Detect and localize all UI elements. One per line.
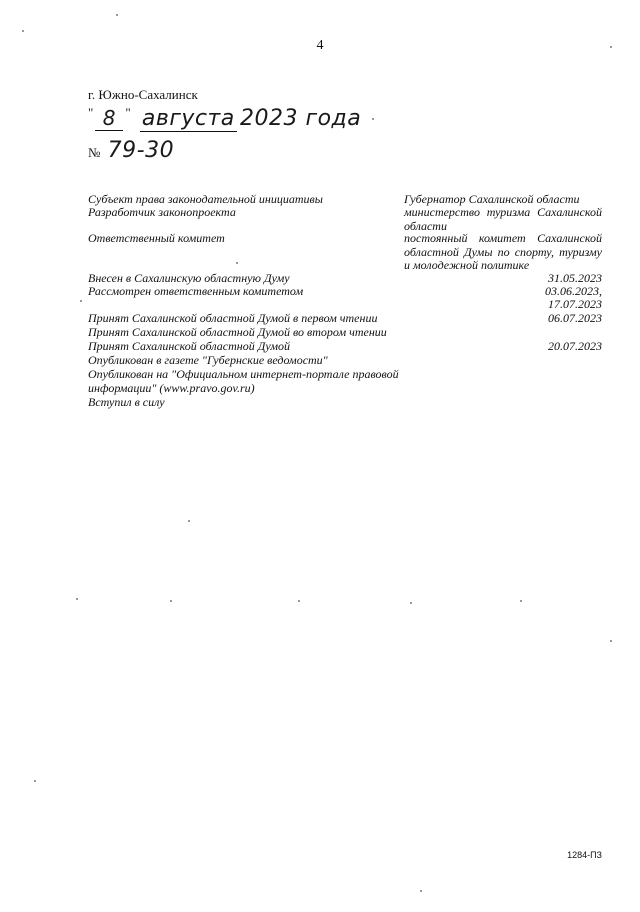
scan-speck (34, 780, 36, 782)
reviewed-date-2: 17.07.2023 (548, 297, 602, 311)
document-code: 1284-ПЗ (567, 850, 602, 860)
entry-into-force-label: Вступил в силу (88, 395, 165, 409)
date-month: августа (141, 106, 235, 131)
published-newspaper-label: Опубликован в газете "Губернские ведомости" (88, 353, 328, 367)
date-day: 8 (95, 106, 123, 131)
scan-speck (298, 600, 300, 602)
scan-speck (610, 46, 612, 48)
adopted-label: Принят Сахалинской областной Думой (88, 339, 291, 353)
scan-speck (80, 300, 82, 302)
adopted-date: 20.07.2023 (548, 339, 602, 353)
scan-speck (520, 600, 522, 602)
scan-speck (170, 600, 172, 602)
date-line (88, 105, 361, 137)
initiative-subject-label: Субъект права законодательной инициативы (88, 192, 323, 206)
first-reading-date: 06.07.2023 (548, 311, 602, 325)
submitted-label: Внесен в Сахалинскую областную Думу (88, 271, 290, 285)
page-number: 4 (316, 38, 324, 53)
scan-speck (420, 890, 422, 892)
scan-speck (236, 262, 238, 264)
initiative-subject-value: Губернатор Сахалинской области (404, 192, 580, 206)
registration-number: 79-30 (107, 138, 175, 163)
date-year: 2023 года (240, 106, 362, 131)
developer-value: министерство туризма Сахалинской области (404, 205, 602, 233)
committee-value: постоянный комитет Сахалинской областной Думы по спорту, туризму и молодежной политике (404, 231, 602, 272)
scan-speck (76, 598, 78, 600)
scan-speck (610, 640, 612, 642)
scan-speck (410, 602, 412, 604)
developer-label: Разработчик законопроекта (88, 205, 236, 219)
first-reading-label: Принят Сахалинской областной Думой в первом чтении (88, 311, 378, 325)
scan-speck (188, 520, 190, 522)
reviewed-date-1: 03.06.2023, (545, 284, 602, 298)
second-reading-label: Принят Сахалинской областной Думой во втором чтении (88, 325, 387, 339)
open-quote: " (88, 105, 94, 120)
registration-line (88, 138, 174, 163)
reviewed-label: Рассмотрен ответственным комитетом (88, 284, 304, 298)
published-portal-label: Опубликован на "Официальном интернет-портале правовой информации" (www.pravo.gov.ru) (88, 367, 399, 395)
scan-speck (372, 118, 374, 120)
submitted-date: 31.05.2023 (548, 271, 602, 285)
scan-speck (22, 30, 24, 32)
registration-prefix: № (88, 145, 101, 160)
committee-label: Ответственный комитет (88, 231, 225, 245)
close-quote: " (125, 105, 131, 120)
scan-speck (116, 14, 118, 16)
city-line: г. Южно-Сахалинск (88, 87, 198, 102)
